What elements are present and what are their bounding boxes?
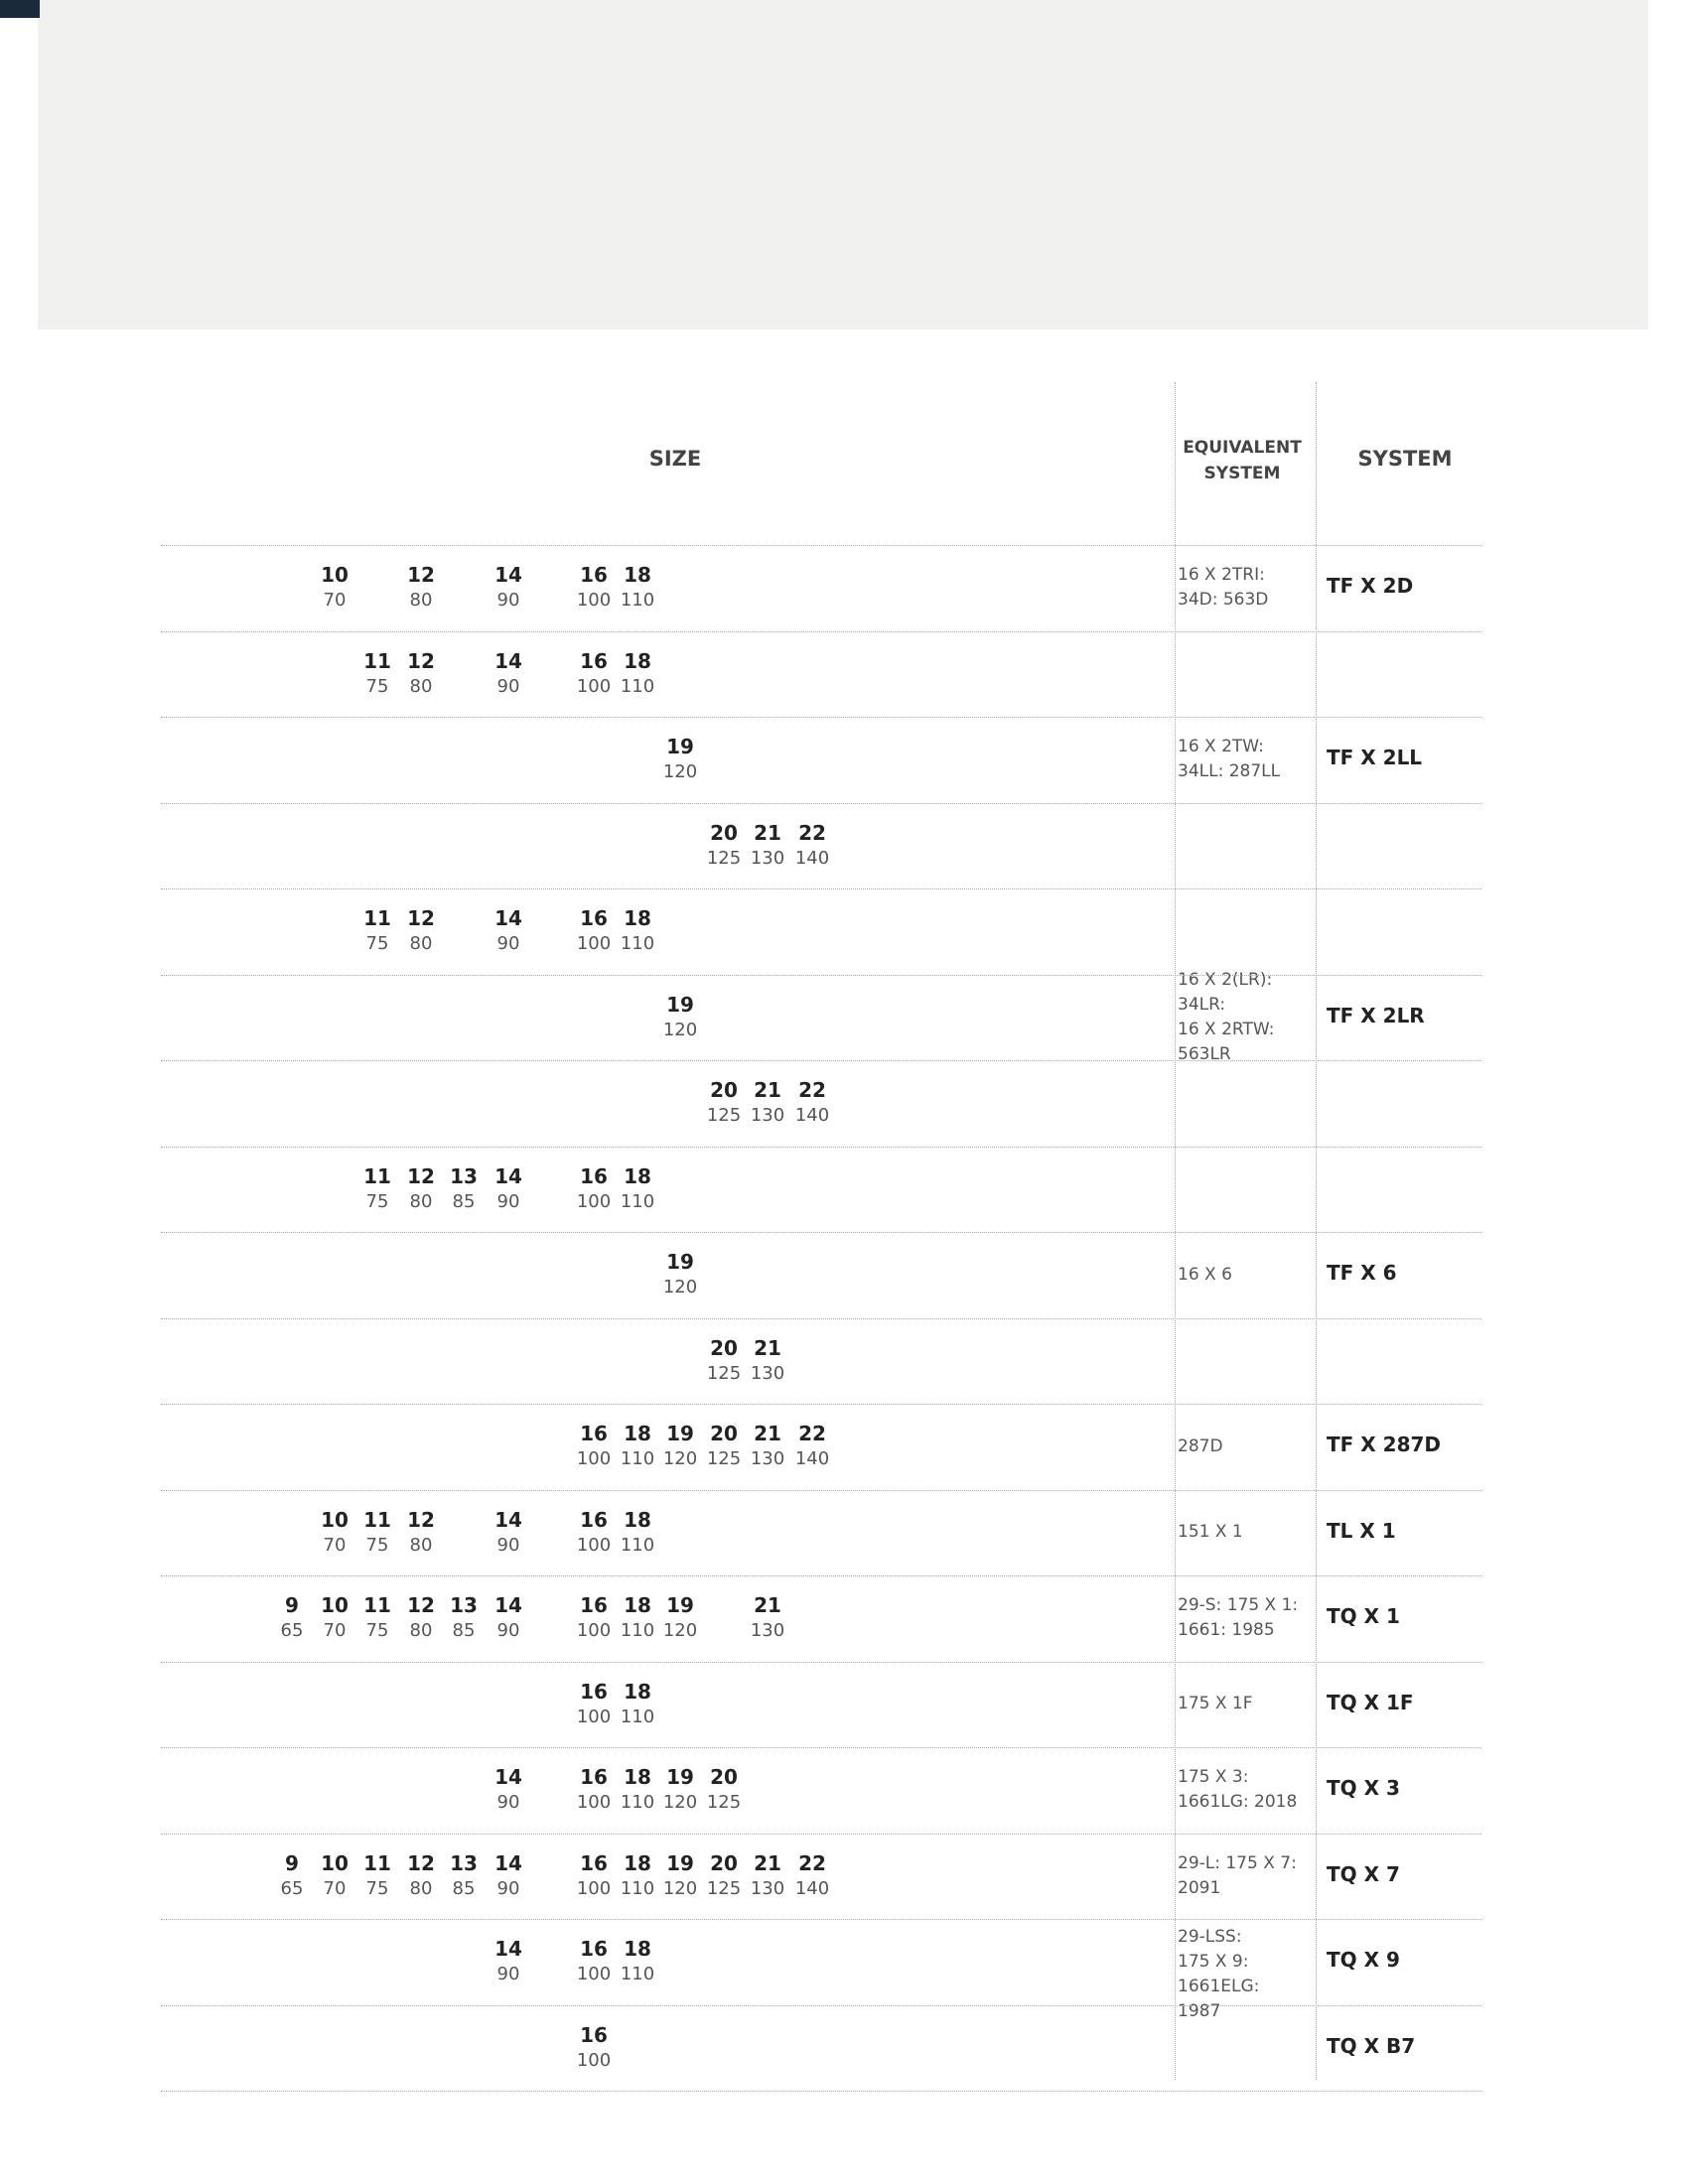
size-number: 14 — [494, 1765, 522, 1789]
row-divider — [161, 1232, 1481, 1233]
size-cm-value: 120 — [662, 1792, 698, 1813]
size-cm-value: 80 — [409, 1191, 433, 1212]
size-cm-value: 65 — [280, 1620, 304, 1641]
equivalent-system-line: 16 X 2RTW: — [1178, 1020, 1275, 1039]
size-cm-value: 110 — [620, 1964, 655, 1984]
size-number: 18 — [624, 1593, 651, 1617]
equivalent-system-line: 1661ELG: 1987 — [1178, 1977, 1260, 2021]
equivalent-system-line: 1661: 1985 — [1178, 1620, 1275, 1640]
size-cell — [703, 1076, 745, 1128]
size-cm-value: 75 — [365, 933, 389, 954]
size-number: 16 — [580, 1680, 608, 1704]
size-cm-value: 90 — [496, 1792, 520, 1813]
size-number: 21 — [754, 821, 781, 845]
size-cm-value: 75 — [365, 1535, 389, 1556]
equivalent-system-line: 16 X 2TRI: — [1178, 565, 1265, 585]
size-cell — [488, 1849, 529, 1901]
size-cm-value: 100 — [576, 933, 612, 954]
size-number: 11 — [363, 1593, 391, 1617]
size-cell — [791, 1420, 833, 1471]
size-cell — [659, 991, 701, 1042]
size-cell — [573, 1849, 615, 1901]
size-number: 20 — [710, 1422, 738, 1445]
size-number: 16 — [580, 1508, 608, 1532]
size-cell — [659, 1763, 701, 1815]
size-cell — [659, 1849, 701, 1901]
size-cell — [703, 1420, 745, 1471]
size-number: 22 — [798, 1851, 826, 1875]
size-cm-value: 125 — [706, 848, 742, 869]
size-number: 16 — [580, 649, 608, 673]
size-number: 12 — [407, 1508, 435, 1532]
system-name: TL X 1 — [1327, 1519, 1396, 1543]
size-cell — [356, 904, 398, 956]
size-cell — [617, 1935, 658, 1986]
size-cm-value: 125 — [706, 1105, 742, 1126]
column-divider — [1175, 382, 1176, 2080]
size-cm-value: 100 — [576, 1191, 612, 1212]
size-cm-value: 110 — [620, 1535, 655, 1556]
row-divider — [161, 888, 1481, 889]
size-number: 11 — [363, 906, 391, 930]
size-cell — [703, 819, 745, 871]
size-number: 16 — [580, 906, 608, 930]
size-cell — [314, 1591, 355, 1643]
size-cell — [400, 1162, 442, 1214]
size-cell — [356, 647, 398, 699]
row-divider — [161, 2005, 1481, 2006]
size-cell — [488, 904, 529, 956]
size-cm-value: 75 — [365, 1620, 389, 1641]
size-number: 22 — [798, 1078, 826, 1102]
system-column-header: SYSTEM — [1357, 447, 1453, 471]
equivalent-system-line: 34LL: 287LL — [1178, 761, 1281, 781]
equivalent-system-line: 175 X 3: — [1178, 1767, 1249, 1787]
size-cell — [400, 1849, 442, 1901]
size-number: 21 — [754, 1336, 781, 1360]
size-cell — [747, 1334, 788, 1386]
size-cm-value: 125 — [706, 1363, 742, 1384]
system-name: TF X 6 — [1327, 1261, 1397, 1285]
system-name: TF X 2LL — [1327, 746, 1423, 769]
size-cm-value: 120 — [662, 1620, 698, 1641]
equivalent-system-line: 16 X 2(LR): — [1178, 970, 1273, 990]
system-name: TF X 2D — [1327, 574, 1414, 598]
size-number: 16 — [580, 1937, 608, 1961]
size-cm-value: 120 — [662, 761, 698, 782]
row-divider — [161, 1662, 1481, 1663]
equivalent-system-cell — [1178, 1263, 1307, 1288]
size-number: 16 — [580, 1851, 608, 1875]
size-number: 13 — [450, 1851, 478, 1875]
size-cm-value: 80 — [409, 933, 433, 954]
equivalent-system-cell — [1178, 968, 1307, 1067]
size-cm-value: 120 — [662, 1878, 698, 1899]
size-number: 16 — [580, 1164, 608, 1188]
size-cell — [314, 1849, 355, 1901]
size-cell — [400, 1506, 442, 1558]
size-cm-value: 90 — [496, 1535, 520, 1556]
size-number: 20 — [710, 1078, 738, 1102]
size-number: 20 — [710, 821, 738, 845]
size-cm-value: 80 — [409, 676, 433, 697]
size-cell — [488, 1763, 529, 1815]
size-number: 19 — [666, 993, 694, 1017]
size-cell — [659, 1591, 701, 1643]
size-cell — [271, 1591, 313, 1643]
size-cm-value: 90 — [496, 1878, 520, 1899]
size-number: 22 — [798, 1422, 826, 1445]
size-number: 12 — [407, 563, 435, 587]
size-cm-value: 130 — [750, 1105, 785, 1126]
row-divider — [161, 1147, 1481, 1148]
size-number: 16 — [580, 1593, 608, 1617]
size-number: 19 — [666, 735, 694, 758]
size-cm-value: 100 — [576, 676, 612, 697]
size-cell — [617, 1506, 658, 1558]
equivalent-system-cell — [1178, 1520, 1307, 1545]
size-cm-value: 100 — [576, 590, 612, 611]
size-cell — [791, 819, 833, 871]
size-cm-value: 140 — [794, 1105, 830, 1126]
size-cm-value: 75 — [365, 1191, 389, 1212]
size-number: 11 — [363, 1508, 391, 1532]
row-divider — [161, 803, 1481, 804]
size-cm-value: 120 — [662, 1448, 698, 1469]
size-cm-value: 80 — [409, 590, 433, 611]
system-name: TQ X 1F — [1327, 1691, 1414, 1714]
size-cell — [617, 647, 658, 699]
size-cm-value: 110 — [620, 590, 655, 611]
size-cell — [703, 1763, 745, 1815]
size-cell — [573, 1162, 615, 1214]
size-cell — [659, 1420, 701, 1471]
size-number: 21 — [754, 1851, 781, 1875]
size-number: 13 — [450, 1164, 478, 1188]
equivalent-system-line: 175 X 9: — [1178, 1952, 1249, 1972]
equivalent-system-line: 29-LSS: — [1178, 1927, 1242, 1947]
size-number: 21 — [754, 1422, 781, 1445]
size-number: 18 — [624, 906, 651, 930]
size-cell — [314, 561, 355, 613]
size-number: 19 — [666, 1593, 694, 1617]
size-cell — [617, 1420, 658, 1471]
size-number: 18 — [624, 1680, 651, 1704]
size-number: 9 — [285, 1851, 299, 1875]
equivalent-system-cell — [1178, 563, 1307, 613]
size-number: 19 — [666, 1250, 694, 1274]
size-cell — [573, 904, 615, 956]
size-cell — [747, 1076, 788, 1128]
size-number: 18 — [624, 1851, 651, 1875]
size-cm-value: 90 — [496, 676, 520, 697]
size-cm-value: 120 — [662, 1020, 698, 1040]
equivalent-system-line: 287D — [1178, 1436, 1223, 1456]
size-cell — [617, 561, 658, 613]
size-cm-value: 100 — [576, 1535, 612, 1556]
size-cell — [617, 1162, 658, 1214]
size-number: 12 — [407, 1593, 435, 1617]
size-number: 13 — [450, 1593, 478, 1617]
size-cm-value: 90 — [496, 933, 520, 954]
size-cell — [356, 1506, 398, 1558]
size-cm-value: 85 — [452, 1878, 476, 1899]
size-number: 11 — [363, 1851, 391, 1875]
size-cm-value: 110 — [620, 1448, 655, 1469]
size-number: 16 — [580, 2023, 608, 2047]
equivalent-system-column-header: EQUIVALENT SYSTEM — [1183, 438, 1302, 483]
size-cell — [400, 647, 442, 699]
size-number: 12 — [407, 649, 435, 673]
size-cell — [703, 1849, 745, 1901]
size-number: 14 — [494, 1937, 522, 1961]
size-cell — [488, 1162, 529, 1214]
equivalent-system-line: 151 X 1 — [1178, 1522, 1243, 1542]
size-number: 16 — [580, 1765, 608, 1789]
row-divider — [161, 717, 1481, 718]
size-cm-value: 110 — [620, 1191, 655, 1212]
size-cm-value: 80 — [409, 1878, 433, 1899]
size-number: 16 — [580, 563, 608, 587]
size-number: 12 — [407, 1851, 435, 1875]
size-cm-value: 80 — [409, 1620, 433, 1641]
size-cm-value: 70 — [323, 1878, 347, 1899]
row-divider — [161, 2091, 1481, 2092]
size-cm-value: 130 — [750, 1363, 785, 1384]
size-number: 21 — [754, 1593, 781, 1617]
size-cell — [791, 1076, 833, 1128]
system-name: TQ X B7 — [1327, 2034, 1416, 2058]
size-cm-value: 75 — [365, 1878, 389, 1899]
size-number: 14 — [494, 563, 522, 587]
equivalent-system-line: 16 X 2TW: — [1178, 737, 1264, 756]
size-number: 18 — [624, 1164, 651, 1188]
size-cm-value: 120 — [662, 1277, 698, 1297]
size-number: 10 — [321, 1593, 349, 1617]
size-cm-value: 110 — [620, 1706, 655, 1727]
size-number: 18 — [624, 563, 651, 587]
size-number: 12 — [407, 906, 435, 930]
row-divider — [161, 545, 1481, 546]
size-cm-value: 130 — [750, 1448, 785, 1469]
size-cell — [573, 1420, 615, 1471]
row-divider — [161, 975, 1481, 976]
size-cell — [617, 904, 658, 956]
size-cell — [356, 1849, 398, 1901]
size-cm-value: 90 — [496, 1964, 520, 1984]
equivalent-system-cell — [1178, 735, 1307, 784]
size-cell — [443, 1591, 485, 1643]
size-cell — [659, 1248, 701, 1299]
size-number: 12 — [407, 1164, 435, 1188]
row-divider — [161, 1318, 1481, 1319]
size-number: 10 — [321, 563, 349, 587]
size-cell — [488, 1935, 529, 1986]
size-cell — [443, 1162, 485, 1214]
equivalent-system-line: 16 X 6 — [1178, 1265, 1232, 1285]
size-cell — [747, 1420, 788, 1471]
size-number: 20 — [710, 1336, 738, 1360]
size-cm-value: 110 — [620, 1878, 655, 1899]
size-cm-value: 75 — [365, 676, 389, 697]
row-divider — [161, 1919, 1481, 1920]
equivalent-system-line: 563LR — [1178, 1044, 1231, 1064]
size-cell — [488, 1506, 529, 1558]
equivalent-system-line: 34LR: — [1178, 995, 1226, 1015]
size-cm-value: 100 — [576, 1792, 612, 1813]
row-divider — [161, 1490, 1481, 1491]
system-name: TQ X 7 — [1327, 1862, 1400, 1886]
size-cell — [573, 1935, 615, 1986]
size-cm-value: 100 — [576, 1706, 612, 1727]
size-cell — [659, 733, 701, 784]
system-name: TQ X 1 — [1327, 1604, 1400, 1628]
system-name: TQ X 9 — [1327, 1948, 1400, 1972]
row-divider — [161, 1575, 1481, 1576]
size-number: 18 — [624, 649, 651, 673]
size-cm-value: 130 — [750, 1620, 785, 1641]
size-cm-value: 130 — [750, 1878, 785, 1899]
size-number: 16 — [580, 1422, 608, 1445]
equivalent-system-cell — [1178, 1434, 1307, 1459]
size-cm-value: 140 — [794, 1448, 830, 1469]
size-number: 19 — [666, 1851, 694, 1875]
size-cm-value: 110 — [620, 933, 655, 954]
size-cm-value: 70 — [323, 590, 347, 611]
equivalent-system-cell — [1178, 1925, 1307, 2024]
equivalent-system-cell — [1178, 1765, 1307, 1815]
row-divider — [161, 1747, 1481, 1748]
size-cell — [791, 1849, 833, 1901]
equivalent-system-line: 29-L: 175 X 7: — [1178, 1853, 1297, 1873]
size-number: 10 — [321, 1851, 349, 1875]
size-number: 14 — [494, 1851, 522, 1875]
row-divider — [161, 1404, 1481, 1405]
equivalent-system-cell — [1178, 1692, 1307, 1716]
system-name: TQ X 3 — [1327, 1776, 1400, 1800]
size-cm-value: 100 — [576, 2050, 612, 2071]
size-cell — [617, 1678, 658, 1729]
system-name: TF X 2LR — [1327, 1004, 1425, 1027]
size-cm-value: 90 — [496, 590, 520, 611]
size-cm-value: 130 — [750, 848, 785, 869]
size-number: 18 — [624, 1508, 651, 1532]
size-number: 14 — [494, 1508, 522, 1532]
size-cm-value: 100 — [576, 1448, 612, 1469]
size-cell — [356, 1162, 398, 1214]
size-cell — [573, 1591, 615, 1643]
size-number: 18 — [624, 1765, 651, 1789]
size-column-header: SIZE — [648, 447, 702, 471]
size-cm-value: 100 — [576, 1620, 612, 1641]
size-cell — [573, 1506, 615, 1558]
size-cm-value: 85 — [452, 1191, 476, 1212]
size-cell — [314, 1506, 355, 1558]
size-cm-value: 140 — [794, 1878, 830, 1899]
size-cell — [747, 1849, 788, 1901]
size-cell — [617, 1849, 658, 1901]
size-cell — [400, 904, 442, 956]
size-number: 14 — [494, 906, 522, 930]
size-number: 11 — [363, 649, 391, 673]
size-number: 14 — [494, 1164, 522, 1188]
equivalent-system-cell — [1178, 1851, 1307, 1901]
size-cell — [400, 561, 442, 613]
size-cm-value: 65 — [280, 1878, 304, 1899]
size-cm-value: 100 — [576, 1964, 612, 1984]
size-cell — [617, 1591, 658, 1643]
size-cell — [747, 819, 788, 871]
size-cm-value: 125 — [706, 1448, 742, 1469]
equivalent-system-line: 2091 — [1178, 1878, 1221, 1898]
size-cell — [488, 1591, 529, 1643]
size-cell — [573, 1678, 615, 1729]
size-cell — [488, 561, 529, 613]
size-cell — [573, 1763, 615, 1815]
size-number: 20 — [710, 1851, 738, 1875]
size-number: 9 — [285, 1593, 299, 1617]
size-cell — [573, 561, 615, 613]
size-cm-value: 80 — [409, 1535, 433, 1556]
size-cm-value: 125 — [706, 1878, 742, 1899]
size-number: 11 — [363, 1164, 391, 1188]
equivalent-system-line: 1661LG: 2018 — [1178, 1792, 1298, 1812]
size-cell — [573, 647, 615, 699]
size-number: 20 — [710, 1765, 738, 1789]
size-number: 19 — [666, 1765, 694, 1789]
size-number: 14 — [494, 1593, 522, 1617]
row-divider — [161, 1060, 1481, 1061]
size-cell — [747, 1591, 788, 1643]
equivalent-system-cell — [1178, 1593, 1307, 1643]
equivalent-system-line: 29-S: 175 X 1: — [1178, 1595, 1299, 1615]
size-cm-value: 125 — [706, 1792, 742, 1813]
size-cell — [400, 1591, 442, 1643]
size-cm-value: 140 — [794, 848, 830, 869]
size-cell — [703, 1334, 745, 1386]
size-cm-value: 70 — [323, 1535, 347, 1556]
size-cm-value: 110 — [620, 1620, 655, 1641]
size-cell — [356, 1591, 398, 1643]
size-cell — [271, 1849, 313, 1901]
size-number: 18 — [624, 1937, 651, 1961]
row-divider — [161, 631, 1481, 632]
size-number: 19 — [666, 1422, 694, 1445]
system-name: TF X 287D — [1327, 1433, 1441, 1456]
size-cell — [573, 2021, 615, 2073]
equivalent-system-line: 175 X 1F — [1178, 1694, 1253, 1713]
size-cm-value: 70 — [323, 1620, 347, 1641]
column-divider — [1316, 382, 1317, 2080]
size-number: 18 — [624, 1422, 651, 1445]
size-cm-value: 85 — [452, 1620, 476, 1641]
size-number: 14 — [494, 649, 522, 673]
size-cm-value: 110 — [620, 676, 655, 697]
equivalent-system-line: 34D: 563D — [1178, 590, 1269, 610]
size-cell — [443, 1849, 485, 1901]
size-cm-value: 100 — [576, 1878, 612, 1899]
row-divider — [161, 1834, 1481, 1835]
size-cm-value: 90 — [496, 1620, 520, 1641]
size-cell — [488, 647, 529, 699]
size-cell — [617, 1763, 658, 1815]
size-cm-value: 90 — [496, 1191, 520, 1212]
size-cm-value: 110 — [620, 1792, 655, 1813]
size-number: 10 — [321, 1508, 349, 1532]
size-number: 21 — [754, 1078, 781, 1102]
size-number: 22 — [798, 821, 826, 845]
